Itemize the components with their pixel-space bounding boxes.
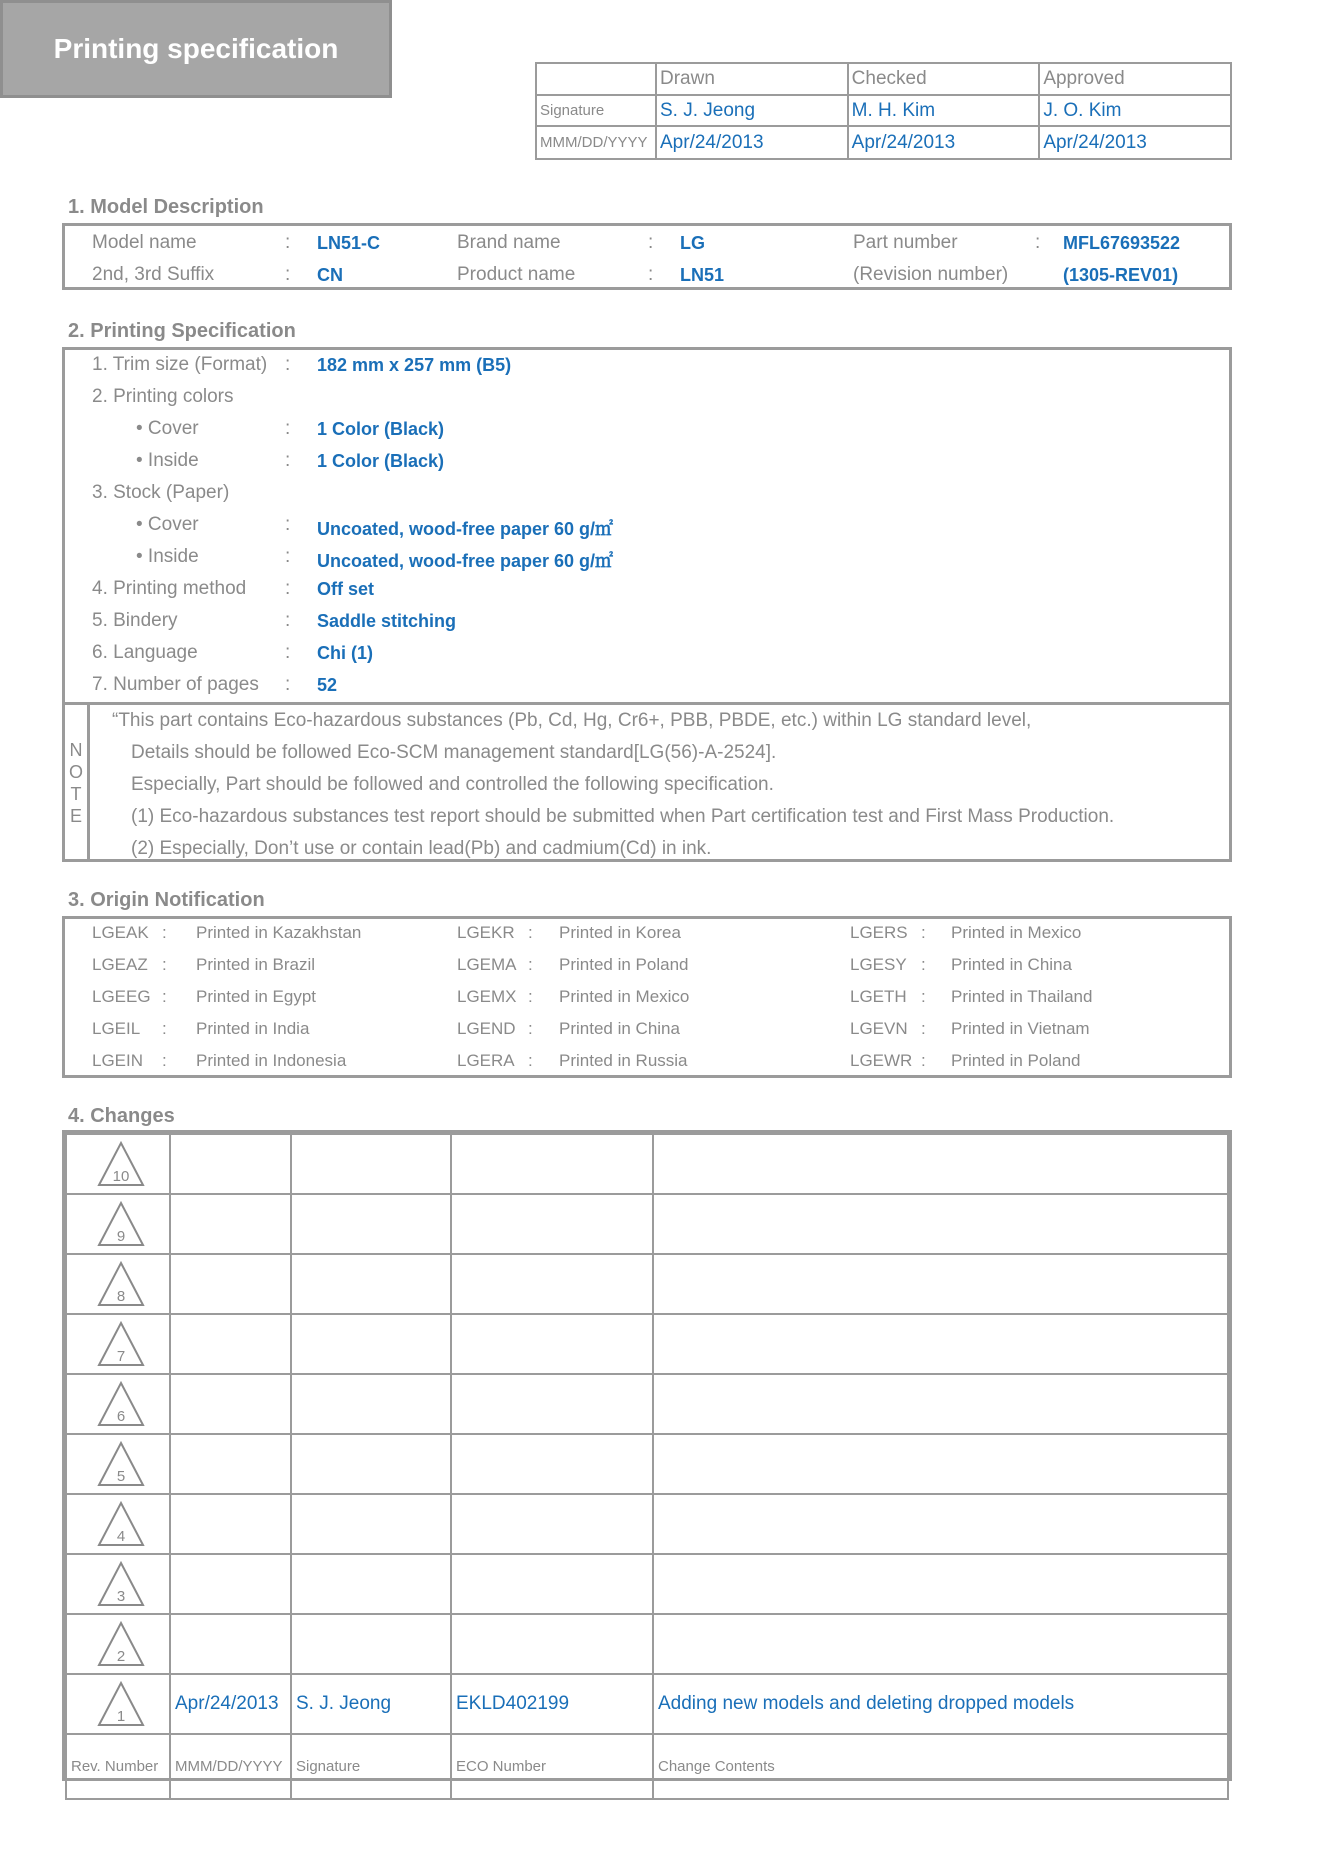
origin-code: LGEIN [92, 1051, 144, 1070]
origin-text: Printed in Egypt [196, 987, 317, 1006]
revision-number-label: (Revision number) [853, 264, 1009, 285]
revision-triangle-icon [97, 1441, 145, 1487]
spec-item-label: • Inside [136, 546, 199, 567]
note-line: Details should be followed Eco-SCM management standard[LG(56)-A-2524]. [131, 742, 777, 763]
revision-number: 2 [116, 1648, 126, 1665]
changes-row [66, 1374, 1228, 1434]
colon: : [1035, 232, 1041, 253]
origin-code: LGEVN [850, 1019, 908, 1038]
revision-triangle-icon [97, 1501, 145, 1547]
origin-notification-title: 3. Origin Notification [68, 889, 265, 911]
change-eco-number [451, 1194, 653, 1254]
changes-footer-label: ECO Number [451, 1734, 653, 1799]
change-contents [653, 1194, 1228, 1254]
colon: : [285, 450, 291, 471]
changes-footer-label: Change Contents [653, 1734, 1228, 1799]
revision-number: 3 [116, 1588, 126, 1605]
revision-triangle-icon [97, 1321, 145, 1367]
suffix-label: 2nd, 3rd Suffix [92, 264, 215, 285]
change-contents [653, 1134, 1228, 1194]
revision-number: 5 [116, 1468, 126, 1485]
origin-code: LGEEG [92, 987, 151, 1006]
approval-table [535, 62, 1232, 160]
revision-number: 1 [116, 1708, 126, 1725]
change-signature [291, 1494, 451, 1554]
brand-name-label: Brand name [457, 232, 561, 253]
approval-blank-cell [536, 63, 656, 95]
change-eco-number [451, 1254, 653, 1314]
brand-name-value: LG [680, 233, 705, 253]
change-contents [653, 1254, 1228, 1314]
origin-text: Printed in China [951, 955, 1072, 974]
revision-triangle-icon [97, 1261, 145, 1307]
revision-number: 7 [116, 1348, 126, 1365]
spec-item-value: 1 Color (Black) [317, 419, 445, 439]
colon: : [528, 1051, 533, 1070]
note-line: (2) Especially, Don’t use or contain lead(Pb) and cadmium(Cd) in ink. [131, 838, 712, 859]
spec-item-value: 182 mm x 257 mm (B5) [317, 355, 512, 375]
colon: : [162, 987, 167, 1006]
changes-row [66, 1194, 1228, 1254]
colon: : [921, 955, 926, 974]
change-date [170, 1314, 291, 1374]
change-signature [291, 1434, 451, 1494]
approval-col-drawn: Drawn [656, 63, 848, 95]
change-date [170, 1554, 291, 1614]
printing-spec-box [62, 347, 1232, 862]
spec-item-value: Chi (1) [317, 643, 373, 663]
spec-item-label: 5. Bindery [92, 610, 178, 631]
change-signature [291, 1194, 451, 1254]
note-line: Especially, Part should be followed and controlled the following specification. [131, 774, 774, 795]
note-letter: E [69, 806, 82, 826]
colon: : [285, 674, 291, 695]
revision-number: 8 [116, 1288, 126, 1305]
colon: : [285, 264, 291, 285]
rev-cell [66, 1554, 170, 1614]
change-eco-number: EKLD402199 [451, 1674, 653, 1734]
changes-row [66, 1554, 1228, 1614]
changes-row [66, 1674, 1228, 1734]
revision-number: 10 [112, 1168, 130, 1185]
spec-item-label: • Cover [136, 418, 199, 439]
rev-cell [66, 1314, 170, 1374]
colon: : [162, 1019, 167, 1038]
origin-code: LGESY [850, 955, 907, 974]
origin-text: Printed in Mexico [559, 987, 690, 1006]
change-contents [653, 1494, 1228, 1554]
page-title: Printing specification [53, 33, 339, 64]
colon: : [921, 987, 926, 1006]
note-letters [68, 739, 84, 827]
note-letter: N [69, 740, 83, 760]
note-line: “This part contains Eco-hazardous substances (Pb, Cd, Hg, Cr6+, PBB, PBDE, etc.) within LG standard level, [112, 710, 1032, 731]
model-name-label: Model name [92, 232, 197, 253]
part-number-value: MFL67693522 [1063, 233, 1181, 253]
origin-text: Printed in Indonesia [196, 1051, 347, 1070]
change-date [170, 1494, 291, 1554]
suffix-value: CN [317, 265, 343, 285]
revision-triangle-icon [97, 1621, 145, 1667]
date-checked: Apr/24/2013 [848, 126, 1040, 159]
colon: : [648, 264, 654, 285]
changes-table [62, 1130, 1232, 1781]
approval-col-approved: Approved [1039, 63, 1231, 95]
colon: : [285, 642, 291, 663]
change-signature [291, 1314, 451, 1374]
model-description-box [62, 223, 1232, 290]
change-eco-number [451, 1134, 653, 1194]
spec-item-label: • Inside [136, 450, 199, 471]
change-contents [653, 1374, 1228, 1434]
colon: : [285, 418, 291, 439]
colon: : [285, 514, 291, 535]
change-eco-number [451, 1434, 653, 1494]
product-name-value: LN51 [680, 265, 725, 285]
printing-spec-title: 2. Printing Specification [68, 320, 296, 342]
note-letter: T [70, 784, 82, 804]
change-date [170, 1254, 291, 1314]
date-approved: Apr/24/2013 [1039, 126, 1231, 159]
spec-item-label: 7. Number of pages [92, 674, 259, 695]
spec-item-value: Uncoated, wood-free paper 60 g/㎡ [317, 551, 614, 571]
signature-label: Signature [536, 95, 656, 127]
spec-item-value: 52 [317, 675, 338, 695]
date-label: MMM/DD/YYYY [536, 126, 656, 159]
product-name-label: Product name [457, 264, 576, 285]
origin-code: LGEKR [457, 923, 515, 942]
change-signature [291, 1614, 451, 1674]
page-title-box [0, 0, 392, 98]
colon: : [162, 1051, 167, 1070]
change-contents [653, 1554, 1228, 1614]
revision-triangle-icon [97, 1561, 145, 1607]
changes-footer-row [66, 1734, 1228, 1799]
signature-checked: M. H. Kim [848, 95, 1040, 127]
colon: : [285, 232, 291, 253]
spec-item-label: 1. Trim size (Format) [92, 354, 268, 375]
spec-item-value: 1 Color (Black) [317, 451, 445, 471]
note-letter-divider [87, 702, 90, 859]
colon: : [921, 923, 926, 942]
change-date [170, 1374, 291, 1434]
origin-text: Printed in Russia [559, 1051, 688, 1070]
change-date: Apr/24/2013 [170, 1674, 291, 1734]
rev-cell [66, 1674, 170, 1734]
note-line: (1) Eco-hazardous substances test report should be submitted when Part certification test and First Mass Production. [131, 806, 1115, 827]
part-number-label: Part number [853, 232, 958, 253]
origin-text: Printed in China [559, 1019, 680, 1038]
note-letter: O [68, 762, 83, 782]
change-signature [291, 1134, 451, 1194]
origin-code: LGEMX [457, 987, 517, 1006]
origin-notification-box [62, 916, 1232, 1078]
colon: : [528, 955, 533, 974]
signature-drawn: S. J. Jeong [656, 95, 848, 127]
revision-triangle-icon [97, 1381, 145, 1427]
changes-row [66, 1434, 1228, 1494]
change-signature [291, 1374, 451, 1434]
revision-number: 9 [116, 1228, 126, 1245]
origin-code: LGEMA [457, 955, 517, 974]
origin-code: LGEAK [92, 923, 149, 942]
change-signature [291, 1254, 451, 1314]
colon: : [648, 232, 654, 253]
revision-number-value: (1305-REV01) [1063, 265, 1179, 285]
note-divider [65, 702, 1229, 705]
origin-text: Printed in Poland [559, 955, 689, 974]
rev-cell [66, 1434, 170, 1494]
origin-code: LGEAZ [92, 955, 148, 974]
changes-footer-label: Rev. Number [66, 1734, 170, 1799]
origin-text: Printed in Vietnam [951, 1019, 1090, 1038]
change-signature [291, 1554, 451, 1614]
revision-triangle-icon [97, 1681, 145, 1727]
origin-code: LGEIL [92, 1019, 141, 1038]
origin-code: LGERA [457, 1051, 515, 1070]
spec-item-label: 4. Printing method [92, 578, 247, 599]
change-eco-number [451, 1554, 653, 1614]
origin-text: Printed in Thailand [951, 987, 1093, 1006]
spec-item-label: 2. Printing colors [92, 386, 234, 407]
revision-number: 4 [116, 1528, 126, 1545]
origin-text: Printed in Brazil [196, 955, 316, 974]
change-eco-number [451, 1314, 653, 1374]
rev-cell [66, 1614, 170, 1674]
spec-item-value: Uncoated, wood-free paper 60 g/㎡ [317, 519, 614, 539]
revision-triangle-icon [97, 1201, 145, 1247]
rev-cell [66, 1494, 170, 1554]
changes-footer-label: Signature [291, 1734, 451, 1799]
colon: : [921, 1051, 926, 1070]
changes-row [66, 1314, 1228, 1374]
changes-row [66, 1254, 1228, 1314]
colon: : [528, 987, 533, 1006]
changes-row [66, 1614, 1228, 1674]
rev-cell [66, 1134, 170, 1194]
change-signature: S. J. Jeong [291, 1674, 451, 1734]
model-description-title: 1. Model Description [68, 196, 264, 218]
changes-footer-label: MMM/DD/YYYY [170, 1734, 291, 1799]
spec-item-value: Saddle stitching [317, 611, 457, 631]
changes-row [66, 1134, 1228, 1194]
signature-approved: J. O. Kim [1039, 95, 1231, 127]
colon: : [528, 923, 533, 942]
origin-text: Printed in Mexico [951, 923, 1082, 942]
colon: : [162, 955, 167, 974]
revision-number: 6 [116, 1408, 126, 1425]
origin-text: Printed in Korea [559, 923, 681, 942]
change-date [170, 1434, 291, 1494]
origin-code: LGEND [457, 1019, 516, 1038]
rev-cell [66, 1194, 170, 1254]
change-date [170, 1194, 291, 1254]
spec-item-label: 6. Language [92, 642, 198, 663]
change-eco-number [451, 1374, 653, 1434]
approval-col-checked: Checked [848, 63, 1040, 95]
change-contents [653, 1434, 1228, 1494]
change-eco-number [451, 1614, 653, 1674]
date-drawn: Apr/24/2013 [656, 126, 848, 159]
spec-item-label: 3. Stock (Paper) [92, 482, 230, 503]
change-contents [653, 1614, 1228, 1674]
change-contents: Adding new models and deleting dropped models [653, 1674, 1228, 1734]
colon: : [285, 546, 291, 567]
changes-title: 4. Changes [68, 1105, 175, 1127]
change-contents [653, 1314, 1228, 1374]
origin-text: Printed in India [196, 1019, 310, 1038]
origin-code: LGETH [850, 987, 907, 1006]
change-eco-number [451, 1494, 653, 1554]
origin-code: LGEWR [850, 1051, 913, 1070]
colon: : [285, 578, 291, 599]
change-date [170, 1614, 291, 1674]
origin-code: LGERS [850, 923, 908, 942]
model-name-value: LN51-C [317, 233, 381, 253]
colon: : [285, 610, 291, 631]
colon: : [528, 1019, 533, 1038]
rev-cell [66, 1374, 170, 1434]
origin-text: Printed in Poland [951, 1051, 1081, 1070]
origin-text: Printed in Kazakhstan [196, 923, 362, 942]
colon: : [162, 923, 167, 942]
spec-item-value: Off set [317, 579, 375, 599]
changes-row [66, 1494, 1228, 1554]
change-date [170, 1134, 291, 1194]
revision-triangle-icon [97, 1141, 145, 1187]
colon: : [921, 1019, 926, 1038]
rev-cell [66, 1254, 170, 1314]
spec-item-label: • Cover [136, 514, 199, 535]
colon: : [285, 354, 291, 375]
